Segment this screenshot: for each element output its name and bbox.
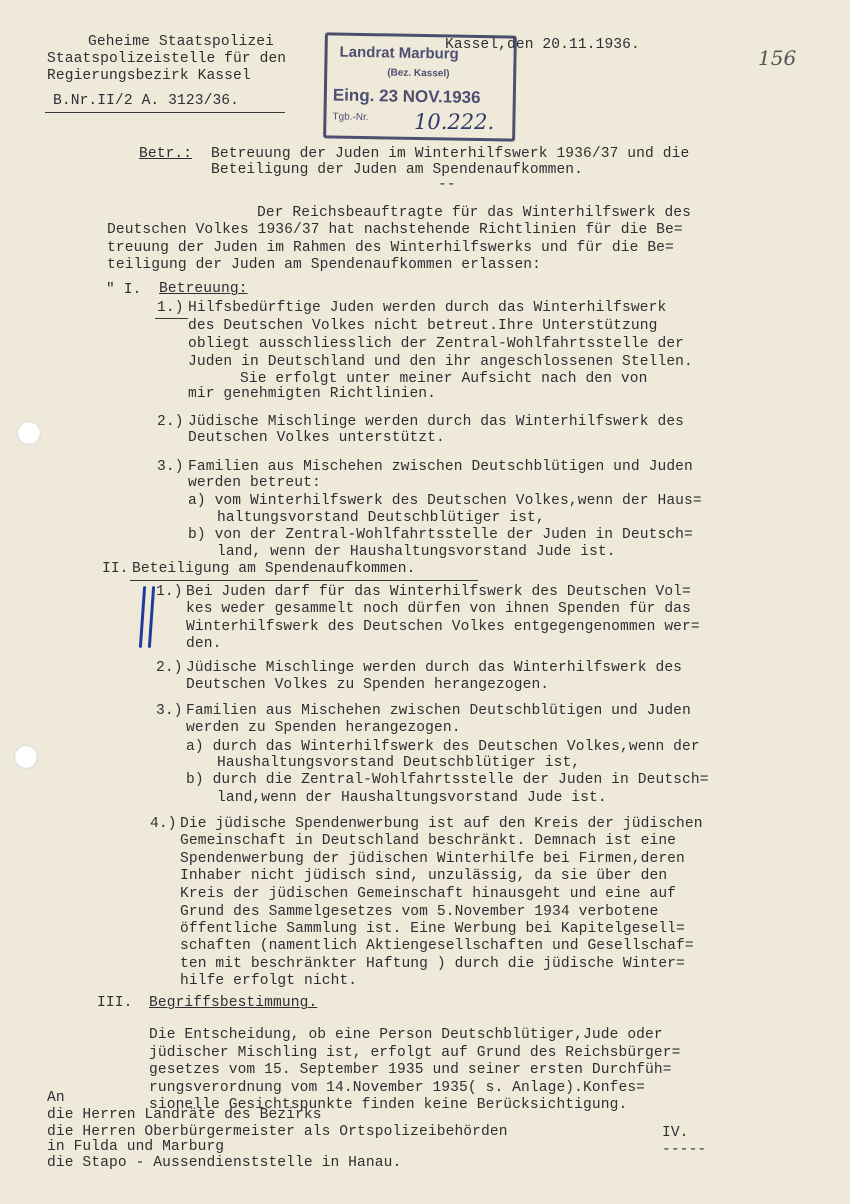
intro-line: treuung der Juden im Rahmen des Winterhilfswerks und für die Be= xyxy=(107,240,674,256)
paragraph-line: rungsverordnung vom 14.November 1935( s. Anlage).Konfes= xyxy=(149,1080,646,1096)
margin-mark xyxy=(139,586,146,648)
paragraph-line: jüdischer Mischling ist, erfolgt auf Grund des Reichsbürger= xyxy=(149,1045,681,1061)
paragraph-line: mir genehmigten Richtlinien. xyxy=(188,386,437,402)
subject-line-2: Beteiligung der Juden am Spendenaufkommen. xyxy=(211,162,584,178)
paragraph-line: Kreis der jüdischen Gemeinschaft hinausgeht und eine auf xyxy=(180,886,677,902)
paragraph-line: Inhaber nicht jüdisch sind, unzulässig, da sie über den xyxy=(180,868,668,884)
paragraph-line: Spendenwerbung der jüdischen Winterhilfe bei Firmen,deren xyxy=(180,851,685,867)
sender-line-1: Geheime Staatspolizei xyxy=(88,34,275,50)
section-2-item-2-number: 2.) xyxy=(156,660,183,676)
paragraph-line: Sie erfolgt unter meiner Aufsicht nach den von xyxy=(240,371,648,387)
paragraph-line: b) von der Zentral-Wohlfahrtsstelle der Juden in Deutsch= xyxy=(188,527,693,543)
paragraph-line: Winterhilfswerk des Deutschen Volkes entgegengenommen wer= xyxy=(186,619,700,635)
place-date: Kassel,den 20.11.1936. xyxy=(445,37,640,53)
stamp-title: Landrat Marburg xyxy=(339,43,459,63)
paragraph-line: land, wenn der Haushaltungsvorstand Jude ist. xyxy=(217,544,616,560)
paragraph-line: a) durch das Winterhilfswerk des Deutschen Volkes,wenn der xyxy=(186,739,700,755)
paragraph-line: werden zu Spenden herangezogen. xyxy=(186,720,461,736)
paragraph-line: Grund des Sammelgesetzes vom 5.November 1934 verbotene xyxy=(180,904,659,920)
section-1-item-1-box xyxy=(155,318,188,319)
paragraph-line: kes weder gesammelt noch dürfen von ihnen Spenden für das xyxy=(186,601,691,617)
subject-label: Betr.: xyxy=(139,146,193,162)
section-1-item-3-number: 3.) xyxy=(157,459,184,475)
journal-number: 10.222. xyxy=(414,110,495,134)
paragraph-line: gesetzes vom 15. September 1935 und seiner ersten Durchfüh= xyxy=(149,1062,672,1078)
recipients-line: die Stapo - Aussendienststelle in Hanau. xyxy=(47,1155,402,1171)
section-2-item-3-number: 3.) xyxy=(156,703,183,719)
stamp-district: (Bez. Kassel) xyxy=(387,67,450,80)
folio-number: 156 xyxy=(758,46,797,70)
paragraph-line: a) vom Winterhilfswerk des Deutschen Volkes,wenn der Haus= xyxy=(188,493,702,509)
continuation-label: IV. xyxy=(662,1125,689,1141)
margin-mark xyxy=(148,586,155,648)
sender-line-2: Staatspolizeistelle für den xyxy=(47,51,287,67)
section-2-prefix: II. xyxy=(102,561,129,577)
sender-line-3: Regierungsbezirk Kassel xyxy=(47,68,251,84)
paragraph-line: Juden in Deutschland und den ihr angeschlossenen Stellen. xyxy=(188,354,693,370)
reference-number: B.Nr.II/2 A. 3123/36. xyxy=(53,93,240,109)
section-3-prefix: III. xyxy=(97,995,133,1011)
paragraph-line: sionelle Gesichtspunkte finden keine Berücksichtigung. xyxy=(149,1097,628,1113)
paragraph-line: Jüdische Mischlinge werden durch das Winterhilfswerk des xyxy=(186,660,683,676)
intro-line: Deutschen Volkes 1936/37 hat nachstehende Richtlinien für die Be= xyxy=(107,222,683,238)
paragraph-line: Familien aus Mischehen zwischen Deutschblütigen und Juden xyxy=(186,703,691,719)
paragraph-line: den. xyxy=(186,636,222,652)
paragraph-line: Haushaltungsvorstand Deutschblütiger ist, xyxy=(217,755,581,771)
section-2-item-4-number: 4.) xyxy=(150,816,177,832)
paragraph-line: Bei Juden darf für das Winterhilfswerk des Deutschen Vol= xyxy=(186,584,691,600)
paragraph-line: werden betreut: xyxy=(188,475,321,491)
paragraph-line: ten mit beschränkter Haftung ) durch die jüdische Winter= xyxy=(180,956,685,972)
section-1-item-1-number: 1.) xyxy=(157,300,184,316)
intro-line: teiligung der Juden am Spendenaufkommen erlassen: xyxy=(107,257,542,273)
section-1-item-2-number: 2.) xyxy=(157,414,184,430)
paragraph-line: Hilfsbedürftige Juden werden durch das Winterhilfswerk xyxy=(188,300,667,316)
continuation-dashes: ----- xyxy=(662,1142,707,1158)
paragraph-line: land,wenn der Haushaltungsvorstand Jude ist. xyxy=(217,790,607,806)
paragraph-line: Deutschen Volkes zu Spenden herangezogen. xyxy=(186,677,550,693)
paragraph-line: Jüdische Mischlinge werden durch das Winterhilfswerk des xyxy=(188,414,685,430)
recipients-line: An xyxy=(47,1090,65,1106)
paragraph-line: b) durch die Zentral-Wohlfahrtsstelle der Juden in Deutsch= xyxy=(186,772,709,788)
punch-hole xyxy=(17,421,41,445)
stamp-received-date: Eing. 23 NOV.1936 xyxy=(332,85,481,108)
subject-separator: -- xyxy=(438,177,456,193)
section-2-heading: Beteiligung am Spendenaufkommen. xyxy=(132,561,416,577)
paragraph-line: öffentliche Sammlung ist. Eine Werbung bei Kapitelgesell= xyxy=(180,921,685,937)
paragraph-line: Die Entscheidung, ob eine Person Deutschblütiger,Jude oder xyxy=(149,1027,663,1043)
paragraph-line: Gemeinschaft in Deutschland beschränkt. Demnach ist eine xyxy=(180,833,677,849)
subject-line-1: Betreuung der Juden im Winterhilfswerk 1936/37 und die xyxy=(211,146,690,162)
recipients-line: die Herren Landräte des Bezirks xyxy=(47,1107,322,1123)
section-1-heading: Betreuung: xyxy=(159,281,248,297)
paragraph-line: Familien aus Mischehen zwischen Deutschblütigen und Juden xyxy=(188,459,693,475)
recipients-line: die Herren Oberbürgermeister als Ortspolizeibehörden xyxy=(47,1124,508,1140)
paragraph-line: Deutschen Volkes unterstützt. xyxy=(188,430,445,446)
section-2-item-1-number: 1.) xyxy=(156,584,183,600)
paragraph-line: schaften (namentlich Aktiengesellschaften und Gesellschaf= xyxy=(180,938,694,954)
stamp-journal-label: Tgb.-Nr. xyxy=(332,111,369,124)
section-1-prefix: " I. xyxy=(106,282,142,298)
paragraph-line: obliegt ausschliesslich der Zentral-Wohlfahrtsstelle der xyxy=(188,336,685,352)
paragraph-line: des Deutschen Volkes nicht betreut.Ihre Unterstützung xyxy=(188,318,658,334)
recipients-line: in Fulda und Marburg xyxy=(47,1139,225,1155)
section-2-heading-underline xyxy=(130,580,478,581)
paragraph-line: hilfe erfolgt nicht. xyxy=(180,973,358,989)
paragraph-line: haltungsvorstand Deutschblütiger ist, xyxy=(217,510,545,526)
reference-underline xyxy=(45,112,285,113)
paragraph-line: Die jüdische Spendenwerbung ist auf den Kreis der jüdischen xyxy=(180,816,703,832)
section-3-heading: Begriffsbestimmung. xyxy=(149,995,318,1011)
intro-line: Der Reichsbeauftragte für das Winterhilfswerk des xyxy=(257,205,692,221)
punch-hole xyxy=(14,745,38,769)
